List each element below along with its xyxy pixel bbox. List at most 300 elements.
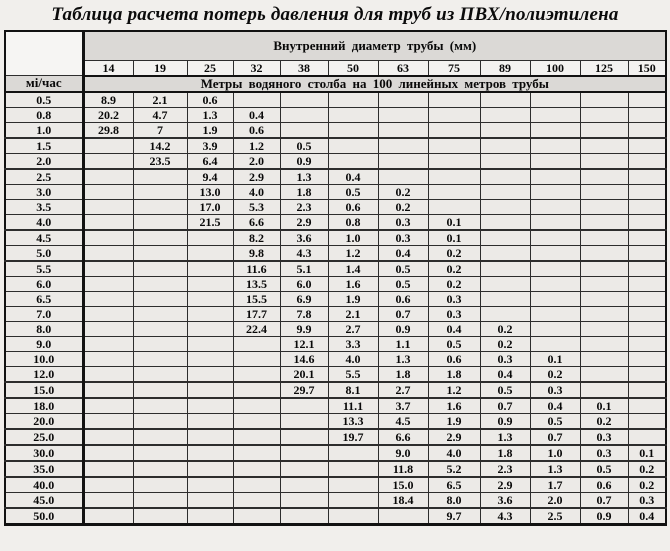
value-cell: 4.3	[480, 508, 530, 525]
value-cell: 1.3	[187, 107, 233, 122]
value-cell	[530, 291, 580, 306]
value-cell	[530, 138, 580, 154]
value-cell: 8.9	[83, 92, 133, 108]
value-cell	[187, 230, 233, 246]
table-row	[5, 92, 666, 108]
value-cell	[580, 382, 628, 398]
value-cell: 3.6	[280, 230, 328, 246]
value-cell: 0.2	[378, 199, 428, 214]
value-cell: 1.2	[428, 382, 480, 398]
value-cell: 7	[133, 122, 187, 138]
value-cell: 1.6	[328, 276, 378, 291]
value-cell: 0.3	[580, 445, 628, 461]
value-cell: 0.5	[580, 461, 628, 477]
value-cell: 9.9	[280, 321, 328, 336]
value-cell: 15.5	[233, 291, 280, 306]
value-cell	[628, 138, 666, 154]
value-cell: 1.8	[428, 366, 480, 382]
value-cell	[580, 321, 628, 336]
diameter-size-cell: 100	[530, 60, 580, 76]
value-cell: 0.2	[480, 321, 530, 336]
value-cell	[133, 184, 187, 199]
value-cell: 4.0	[428, 445, 480, 461]
flow-rate-cell: 1.5	[5, 138, 83, 154]
value-cell: 0.5	[328, 184, 378, 199]
value-cell: 0.1	[530, 351, 580, 366]
value-cell	[187, 413, 233, 429]
value-cell: 17.0	[187, 199, 233, 214]
value-cell: 11.8	[378, 461, 428, 477]
value-cell: 17.7	[233, 306, 280, 321]
value-cell	[530, 199, 580, 214]
value-cell	[187, 445, 233, 461]
value-cell	[233, 413, 280, 429]
value-cell: 0.4	[378, 245, 428, 261]
value-cell	[187, 351, 233, 366]
value-cell: 1.9	[428, 413, 480, 429]
value-cell	[378, 107, 428, 122]
diameter-size-cell: 38	[280, 60, 328, 76]
value-cell: 0.5	[530, 413, 580, 429]
flow-rate-cell: 4.5	[5, 230, 83, 246]
value-cell: 0.3	[530, 382, 580, 398]
flow-rate-cell: 4.0	[5, 214, 83, 230]
value-cell	[83, 398, 133, 414]
value-cell: 1.0	[328, 230, 378, 246]
value-cell: 0.2	[428, 276, 480, 291]
table-row	[5, 184, 666, 199]
flow-rate-cell: 3.0	[5, 184, 83, 199]
table-row	[5, 230, 666, 246]
value-cell	[83, 245, 133, 261]
flow-rate-cell: 10.0	[5, 351, 83, 366]
value-cell	[428, 153, 480, 169]
value-cell	[83, 413, 133, 429]
value-cell	[378, 122, 428, 138]
value-cell	[187, 429, 233, 445]
value-cell	[580, 169, 628, 185]
value-cell: 0.2	[480, 336, 530, 351]
value-cell: 1.3	[378, 351, 428, 366]
value-cell	[328, 107, 378, 122]
value-cell: 0.7	[480, 398, 530, 414]
value-cell: 2.3	[480, 461, 530, 477]
value-cell: 0.6	[187, 92, 233, 108]
value-cell	[280, 508, 328, 525]
value-cell	[628, 306, 666, 321]
value-cell	[83, 321, 133, 336]
value-cell: 1.9	[328, 291, 378, 306]
value-cell	[328, 461, 378, 477]
table-row	[5, 445, 666, 461]
value-cell	[628, 382, 666, 398]
value-cell: 7.8	[280, 306, 328, 321]
value-cell	[480, 122, 530, 138]
value-cell	[530, 276, 580, 291]
value-cell	[133, 398, 187, 414]
value-cell	[187, 321, 233, 336]
value-cell: 2.7	[328, 321, 378, 336]
value-cell	[187, 336, 233, 351]
value-cell: 15.0	[378, 477, 428, 493]
value-cell	[580, 122, 628, 138]
value-cell	[328, 138, 378, 154]
value-cell	[83, 429, 133, 445]
value-cell: 0.6	[378, 291, 428, 306]
value-cell	[628, 321, 666, 336]
value-cell	[480, 230, 530, 246]
value-cell	[378, 138, 428, 154]
value-cell	[580, 261, 628, 277]
value-cell	[233, 508, 280, 525]
value-cell	[580, 245, 628, 261]
value-cell	[580, 214, 628, 230]
value-cell: 5.2	[428, 461, 480, 477]
value-cell	[83, 169, 133, 185]
value-cell	[83, 336, 133, 351]
value-cell: 0.3	[378, 230, 428, 246]
value-cell	[480, 276, 530, 291]
value-cell: 9.8	[233, 245, 280, 261]
value-cell	[83, 492, 133, 508]
value-cell: 13.0	[187, 184, 233, 199]
value-cell: 6.5	[428, 477, 480, 493]
value-cell: 4.7	[133, 107, 187, 122]
value-cell: 14.2	[133, 138, 187, 154]
table-row	[5, 321, 666, 336]
value-cell: 0.5	[378, 261, 428, 277]
value-cell	[233, 429, 280, 445]
value-cell	[233, 366, 280, 382]
value-cell	[133, 291, 187, 306]
value-cell	[187, 461, 233, 477]
diameter-size-cell: 150	[628, 60, 666, 76]
value-cell	[83, 477, 133, 493]
flow-rate-cell: 50.0	[5, 508, 83, 525]
value-cell	[233, 382, 280, 398]
table-row	[5, 351, 666, 366]
header-row-units	[5, 76, 666, 92]
value-cell: 1.3	[480, 429, 530, 445]
value-cell: 0.5	[280, 138, 328, 154]
value-cell: 5.5	[328, 366, 378, 382]
value-cell: 29.7	[280, 382, 328, 398]
value-cell	[133, 492, 187, 508]
header-row-diameter	[5, 31, 666, 60]
value-cell	[480, 199, 530, 214]
value-cell: 1.2	[233, 138, 280, 154]
value-cell: 22.4	[233, 321, 280, 336]
value-cell	[133, 245, 187, 261]
flow-rate-cell: 15.0	[5, 382, 83, 398]
value-cell	[187, 477, 233, 493]
value-cell: 0.1	[428, 214, 480, 230]
value-cell: 2.7	[378, 382, 428, 398]
page-title: Таблица расчета потерь давления для труб из ПВХ/полиэтилена	[51, 4, 619, 25]
table-row	[5, 306, 666, 321]
value-cell: 0.4	[328, 169, 378, 185]
value-cell	[628, 429, 666, 445]
value-cell	[580, 306, 628, 321]
value-cell	[187, 508, 233, 525]
value-cell	[280, 122, 328, 138]
table-row	[5, 508, 666, 525]
diameter-size-cell: 32	[233, 60, 280, 76]
value-cell	[628, 336, 666, 351]
diameter-size-cell: 89	[480, 60, 530, 76]
value-cell	[580, 153, 628, 169]
table-row	[5, 366, 666, 382]
value-cell: 3.3	[328, 336, 378, 351]
value-cell	[83, 351, 133, 366]
value-cell	[83, 366, 133, 382]
table-row	[5, 138, 666, 154]
value-cell	[628, 351, 666, 366]
value-cell	[280, 92, 328, 108]
table-row	[5, 261, 666, 277]
value-cell: 3.9	[187, 138, 233, 154]
value-cell	[378, 169, 428, 185]
value-cell: 4.0	[233, 184, 280, 199]
value-cell: 5.1	[280, 261, 328, 277]
flow-rate-cell: 40.0	[5, 477, 83, 493]
value-cell	[83, 230, 133, 246]
corner-cell	[5, 31, 83, 76]
value-cell	[628, 276, 666, 291]
value-cell	[233, 351, 280, 366]
value-cell	[187, 366, 233, 382]
flow-rate-cell: 0.5	[5, 92, 83, 108]
flow-rate-cell: 8.0	[5, 321, 83, 336]
value-cell	[378, 153, 428, 169]
diameter-size-cell: 50	[328, 60, 378, 76]
value-cell: 0.2	[428, 261, 480, 277]
value-cell: 1.8	[480, 445, 530, 461]
value-cell	[280, 429, 328, 445]
value-cell: 5.3	[233, 199, 280, 214]
value-cell	[280, 107, 328, 122]
table-row	[5, 461, 666, 477]
value-cell: 0.3	[428, 306, 480, 321]
value-cell	[187, 306, 233, 321]
value-cell	[83, 214, 133, 230]
value-cell	[133, 508, 187, 525]
value-cell	[530, 245, 580, 261]
value-cell	[378, 92, 428, 108]
value-cell: 0.4	[628, 508, 666, 525]
value-cell	[133, 261, 187, 277]
value-cell	[233, 492, 280, 508]
table-row	[5, 413, 666, 429]
value-cell: 6.6	[233, 214, 280, 230]
value-cell	[628, 107, 666, 122]
value-cell	[428, 122, 480, 138]
value-cell	[83, 261, 133, 277]
table-row	[5, 477, 666, 493]
value-cell	[233, 477, 280, 493]
value-cell: 21.5	[187, 214, 233, 230]
value-cell	[480, 306, 530, 321]
value-cell	[530, 321, 580, 336]
value-cell: 0.5	[378, 276, 428, 291]
table-row	[5, 199, 666, 214]
value-cell	[83, 138, 133, 154]
flow-rate-cell: 2.5	[5, 169, 83, 185]
value-cell	[133, 306, 187, 321]
value-cell: 0.3	[480, 351, 530, 366]
value-cell	[133, 336, 187, 351]
table-row	[5, 153, 666, 169]
value-cell: 2.5	[530, 508, 580, 525]
value-cell: 0.2	[628, 477, 666, 493]
flow-rate-cell: 1.0	[5, 122, 83, 138]
header-row-sizes	[5, 60, 666, 76]
value-cell	[480, 169, 530, 185]
value-cell	[480, 291, 530, 306]
value-cell	[328, 445, 378, 461]
value-cell: 20.1	[280, 366, 328, 382]
value-cell: 2.1	[133, 92, 187, 108]
value-cell: 6.4	[187, 153, 233, 169]
table-row	[5, 429, 666, 445]
value-cell	[628, 245, 666, 261]
value-cell	[530, 306, 580, 321]
value-cell: 1.0	[530, 445, 580, 461]
value-cell: 0.9	[480, 413, 530, 429]
value-cell	[628, 214, 666, 230]
value-cell	[628, 153, 666, 169]
value-cell	[83, 445, 133, 461]
flow-rate-cell: 45.0	[5, 492, 83, 508]
table-row	[5, 398, 666, 414]
diameter-size-cell: 125	[580, 60, 628, 76]
value-cell: 14.6	[280, 351, 328, 366]
value-cell	[233, 336, 280, 351]
value-cell	[628, 92, 666, 108]
value-cell: 11.6	[233, 261, 280, 277]
value-cell	[133, 413, 187, 429]
flow-rate-cell: 5.0	[5, 245, 83, 261]
value-cell: 0.6	[580, 477, 628, 493]
value-cell: 0.3	[580, 429, 628, 445]
value-cell	[530, 336, 580, 351]
value-cell: 9.4	[187, 169, 233, 185]
table-row	[5, 291, 666, 306]
value-cell: 0.9	[580, 508, 628, 525]
value-cell	[580, 92, 628, 108]
value-cell	[280, 477, 328, 493]
value-cell	[530, 169, 580, 185]
value-cell	[628, 398, 666, 414]
value-cell: 2.0	[530, 492, 580, 508]
diameter-size-cell: 75	[428, 60, 480, 76]
value-cell	[233, 445, 280, 461]
flow-rate-cell: 25.0	[5, 429, 83, 445]
flow-rate-cell: 6.5	[5, 291, 83, 306]
value-cell: 20.2	[83, 107, 133, 122]
value-cell: 3.6	[480, 492, 530, 508]
value-cell: 0.2	[428, 245, 480, 261]
value-cell	[580, 199, 628, 214]
value-cell	[580, 291, 628, 306]
value-cell	[187, 382, 233, 398]
value-cell	[133, 445, 187, 461]
value-cell: 0.7	[580, 492, 628, 508]
flow-rate-cell: 20.0	[5, 413, 83, 429]
value-cell: 12.1	[280, 336, 328, 351]
value-cell	[428, 92, 480, 108]
table-row	[5, 169, 666, 185]
value-cell: 6.9	[280, 291, 328, 306]
value-cell	[480, 107, 530, 122]
table-row	[5, 492, 666, 508]
value-cell: 0.4	[428, 321, 480, 336]
subheader: Метры водяного столба на 100 линейных метров трубы	[83, 76, 666, 92]
value-cell: 1.2	[328, 245, 378, 261]
table-row	[5, 382, 666, 398]
flow-rate-cell: 9.0	[5, 336, 83, 351]
value-cell	[187, 398, 233, 414]
value-cell: 0.7	[378, 306, 428, 321]
value-cell	[133, 169, 187, 185]
value-cell: 1.6	[428, 398, 480, 414]
value-cell	[530, 184, 580, 199]
value-cell	[428, 184, 480, 199]
value-cell	[83, 153, 133, 169]
value-cell: 0.5	[428, 336, 480, 351]
value-cell	[133, 276, 187, 291]
flow-rate-cell: 7.0	[5, 306, 83, 321]
value-cell: 0.7	[530, 429, 580, 445]
value-cell: 8.0	[428, 492, 480, 508]
value-cell	[280, 413, 328, 429]
value-cell: 0.6	[328, 199, 378, 214]
value-cell: 0.2	[530, 366, 580, 382]
value-cell	[83, 184, 133, 199]
value-cell: 9.7	[428, 508, 480, 525]
value-cell	[83, 382, 133, 398]
value-cell: 2.1	[328, 306, 378, 321]
value-cell	[83, 276, 133, 291]
value-cell	[580, 107, 628, 122]
value-cell: 2.9	[233, 169, 280, 185]
flow-rate-cell: 30.0	[5, 445, 83, 461]
diameter-size-cell: 63	[378, 60, 428, 76]
value-cell	[328, 477, 378, 493]
value-cell	[328, 492, 378, 508]
value-cell: 0.8	[328, 214, 378, 230]
flow-rate-cell: 12.0	[5, 366, 83, 382]
value-cell	[133, 429, 187, 445]
diameter-size-cell: 25	[187, 60, 233, 76]
value-cell: 19.7	[328, 429, 378, 445]
value-cell	[580, 184, 628, 199]
value-cell: 0.3	[628, 492, 666, 508]
value-cell: 0.2	[628, 461, 666, 477]
value-cell	[133, 366, 187, 382]
value-cell	[428, 107, 480, 122]
value-cell: 6.6	[378, 429, 428, 445]
value-cell	[83, 508, 133, 525]
value-cell	[480, 245, 530, 261]
value-cell	[580, 351, 628, 366]
value-cell: 2.9	[428, 429, 480, 445]
value-cell	[133, 199, 187, 214]
value-cell	[133, 230, 187, 246]
value-cell	[328, 92, 378, 108]
value-cell	[133, 214, 187, 230]
value-cell	[428, 169, 480, 185]
